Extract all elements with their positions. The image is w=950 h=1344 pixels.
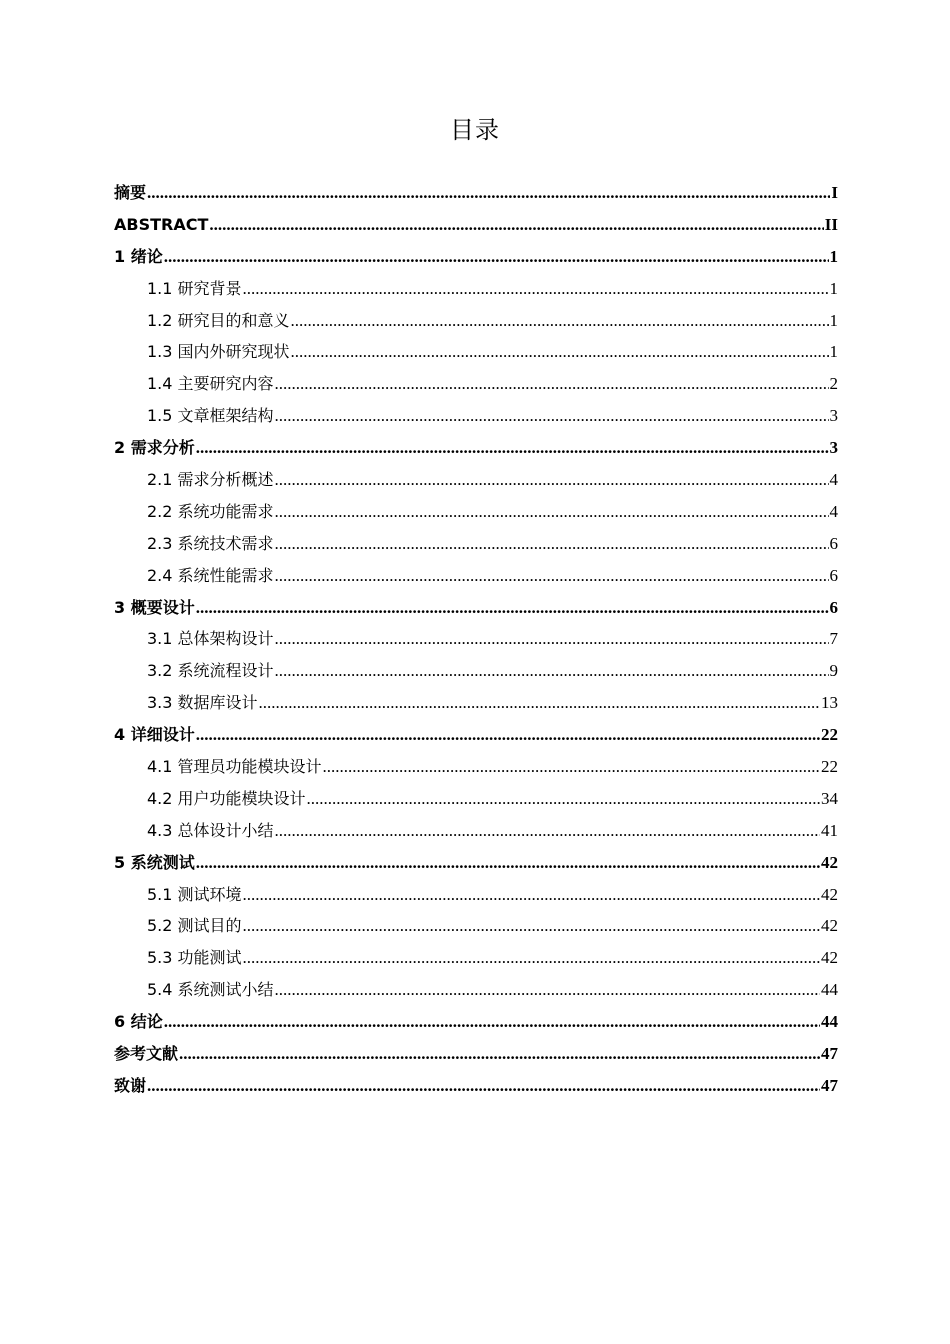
toc-entry-page: 3 — [829, 438, 838, 458]
toc-entry[interactable] — [114, 910, 838, 942]
toc-entry[interactable] — [114, 209, 838, 241]
toc-entry[interactable] — [114, 719, 838, 751]
toc-entry-label: 2.3 系统技术需求 — [147, 533, 274, 553]
toc-dot-leader — [259, 687, 820, 719]
toc-dot-leader — [291, 336, 829, 368]
toc-dot-leader — [243, 910, 820, 942]
toc-entry-label: 1 绪论 — [114, 246, 163, 266]
toc-entry-label: 4.2 用户功能模块设计 — [147, 788, 306, 808]
toc-entry-page: 44 — [821, 980, 838, 1000]
toc-entry-label: 2 需求分析 — [114, 438, 195, 458]
toc-dot-leader — [196, 432, 829, 464]
toc-dot-leader — [147, 1070, 820, 1102]
toc-entry-label: ABSTRACT — [114, 214, 209, 234]
toc-entry-page: 22 — [821, 757, 838, 777]
toc-entry[interactable] — [114, 368, 838, 400]
toc-entry[interactable] — [114, 623, 838, 655]
toc-entry-page: 22 — [821, 725, 838, 745]
toc-entry[interactable] — [114, 496, 838, 528]
toc-dot-leader — [164, 241, 829, 273]
toc-entry[interactable] — [114, 783, 838, 815]
toc-entry-label: 3.1 总体架构设计 — [147, 629, 274, 649]
toc-entry[interactable] — [114, 815, 838, 847]
toc-entry[interactable] — [114, 177, 838, 209]
toc-dot-leader — [196, 847, 820, 879]
toc-dot-leader — [209, 209, 823, 241]
toc-entry-page: 41 — [821, 820, 838, 840]
toc-entry[interactable] — [114, 528, 838, 560]
toc-entry[interactable] — [114, 336, 838, 368]
toc-entry-label: 致谢 — [114, 1075, 147, 1095]
toc-entry-page: 6 — [829, 565, 838, 585]
toc-entry[interactable] — [114, 432, 838, 464]
toc-dot-leader — [275, 368, 829, 400]
toc-entry-label: 1.1 研究背景 — [147, 278, 242, 298]
toc-entry[interactable] — [114, 942, 838, 974]
toc-entry-label: 3.3 数据库设计 — [147, 693, 258, 713]
toc-entry-label: 5 系统测试 — [114, 852, 195, 872]
toc-entry[interactable] — [114, 1038, 838, 1070]
toc-entry-page: 4 — [829, 470, 838, 490]
toc-entry-label: 1.5 文章框架结构 — [147, 406, 274, 426]
toc-entry-label: 2.2 系统功能需求 — [147, 501, 274, 521]
toc-entry-label: 4.1 管理员功能模块设计 — [147, 757, 322, 777]
toc-entry-label: 3 概要设计 — [114, 597, 195, 617]
toc-entry[interactable] — [114, 1006, 838, 1038]
toc-dot-leader — [323, 751, 820, 783]
toc-entry[interactable] — [114, 879, 838, 911]
toc-dot-leader — [275, 496, 829, 528]
toc-dot-leader — [196, 719, 820, 751]
toc-list — [114, 177, 838, 1102]
toc-dot-leader — [275, 974, 820, 1006]
toc-entry-page: 1 — [829, 246, 838, 266]
toc-dot-leader — [147, 177, 830, 209]
toc-dot-leader — [275, 464, 829, 496]
toc-entry-page: I — [831, 183, 838, 202]
toc-dot-leader — [275, 400, 829, 432]
toc-entry-label: 6 结论 — [114, 1012, 163, 1032]
toc-dot-leader — [164, 1006, 820, 1038]
toc-entry-page: 47 — [821, 1044, 838, 1064]
toc-entry-page: 44 — [821, 1012, 838, 1032]
toc-entry-label: 2.4 系统性能需求 — [147, 565, 274, 585]
toc-entry-label: 5.3 功能测试 — [147, 948, 242, 968]
toc-entry-page: 42 — [821, 884, 838, 904]
toc-entry[interactable] — [114, 560, 838, 592]
toc-dot-leader — [196, 592, 829, 624]
toc-entry[interactable] — [114, 847, 838, 879]
toc-entry-label: 摘要 — [114, 183, 147, 202]
toc-entry[interactable] — [114, 655, 838, 687]
toc-entry-page: 13 — [821, 693, 838, 713]
toc-entry[interactable] — [114, 464, 838, 496]
toc-entry-page: 42 — [821, 852, 838, 872]
toc-entry-page: 2 — [829, 374, 838, 394]
toc-entry-page: 9 — [829, 661, 838, 681]
toc-entry[interactable] — [114, 974, 838, 1006]
toc-dot-leader — [243, 942, 820, 974]
toc-entry-label: 4.3 总体设计小结 — [147, 820, 274, 840]
toc-entry-page: 6 — [829, 533, 838, 553]
toc-dot-leader — [307, 783, 820, 815]
toc-entry-label: 1.2 研究目的和意义 — [147, 310, 290, 330]
toc-entry-label: 2.1 需求分析概述 — [147, 470, 274, 490]
toc-entry-page: 1 — [829, 310, 838, 330]
toc-entry[interactable] — [114, 241, 838, 273]
toc-entry-page: II — [824, 214, 838, 234]
toc-entry-label: 5.4 系统测试小结 — [147, 980, 274, 1000]
toc-dot-leader — [275, 560, 829, 592]
toc-dot-leader — [243, 273, 829, 305]
toc-entry-page: 1 — [829, 342, 838, 362]
toc-entry-label: 参考文献 — [114, 1044, 179, 1064]
toc-entry-page: 1 — [829, 278, 838, 298]
toc-entry-page: 34 — [821, 788, 838, 808]
toc-dot-leader — [275, 655, 829, 687]
toc-entry-label: 1.3 国内外研究现状 — [147, 342, 290, 362]
toc-entry[interactable] — [114, 592, 838, 624]
toc-entry-page: 42 — [821, 948, 838, 968]
toc-entry[interactable] — [114, 687, 838, 719]
toc-entry-label: 4 详细设计 — [114, 725, 195, 745]
toc-entry-page: 6 — [829, 597, 838, 617]
toc-entry-label: 5.1 测试环境 — [147, 884, 242, 904]
toc-entry[interactable] — [114, 751, 838, 783]
toc-dot-leader — [275, 528, 829, 560]
toc-entry-page: 47 — [821, 1075, 838, 1095]
toc-entry[interactable] — [114, 1070, 838, 1102]
toc-entry-label: 3.2 系统流程设计 — [147, 661, 274, 681]
toc-entry-label: 1.4 主要研究内容 — [147, 374, 274, 394]
toc-entry[interactable] — [114, 273, 838, 305]
toc-entry-page: 7 — [829, 629, 838, 649]
toc-dot-leader — [291, 305, 829, 337]
toc-entry-page: 4 — [829, 501, 838, 521]
toc-dot-leader — [243, 879, 820, 911]
toc-dot-leader — [275, 623, 829, 655]
toc-entry[interactable] — [114, 400, 838, 432]
toc-entry-page: 3 — [829, 406, 838, 426]
toc-entry[interactable] — [114, 305, 838, 337]
toc-title: 目录 — [450, 116, 500, 144]
toc-dot-leader — [275, 815, 820, 847]
toc-entry-label: 5.2 测试目的 — [147, 916, 242, 936]
toc-entry-page: 42 — [821, 916, 838, 936]
toc-dot-leader — [179, 1038, 820, 1070]
